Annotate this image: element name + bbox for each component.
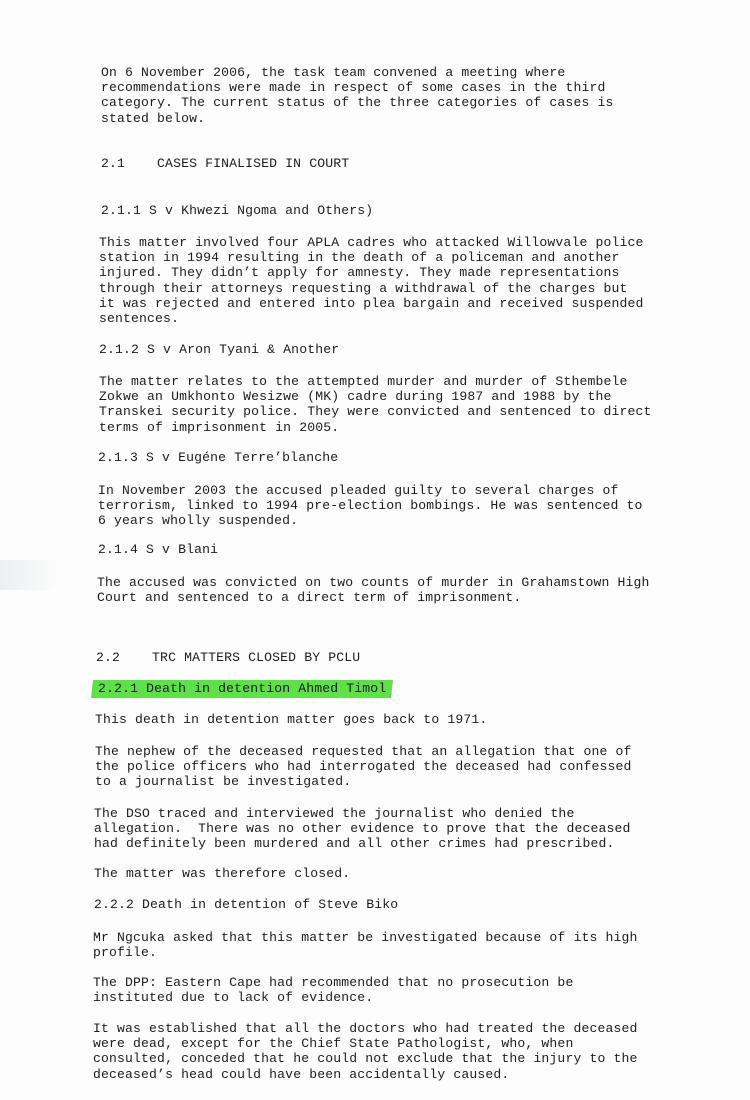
case-2-2-2-paragraph-2: The DPP: Eastern Cape had recommended that no prosecution be instituted due to lack of evidence. (93, 975, 574, 1006)
case-2-2-1-heading-block (96, 680, 392, 698)
case-2-1-2-heading: 2.1.2 S v Aron Tyani & Another (99, 342, 340, 357)
case-2-1-4-body: The accused was convicted on two counts of murder in Grahamstown High Court and sentenced to a direct term of imprisonment. (97, 575, 650, 606)
case-2-2-1-heading: 2.2.1 Death in detention Ahmed Timol (98, 681, 387, 696)
case-2-2-1-paragraph-1: This death in detention matter goes back to 1971. (95, 712, 488, 727)
intro-paragraph: On 6 November 2006, the task team convened a meeting where recommendations were made in respect of some cases in the third category. The current status of the three categories of cases is stated below. (101, 65, 614, 126)
scan-smudge (0, 560, 60, 590)
case-2-2-2-paragraph-3: It was established that all the doctors who had treated the deceased were dead, except for the Chief State Pathologist, who, when consulted, conceded that he could not exclude that the injury to the deceased’s head could have been accidentally caused. (93, 1021, 638, 1082)
case-2-2-2-heading: 2.2.2 Death in detention of Steve Biko (94, 897, 399, 912)
section-2-1-heading: 2.1 CASES FINALISED IN COURT (101, 156, 350, 171)
case-2-1-3-heading: 2.1.3 S v Eugéne Terre’blanche (98, 450, 339, 465)
case-2-1-1-heading: 2.1.1 S v Khwezi Ngoma and Others) (101, 203, 374, 218)
case-2-2-1-paragraph-2: The nephew of the deceased requested that an allegation that one of the police officers who had interrogated the deceased had confessed to a journalist be investigated. (95, 744, 632, 790)
case-2-2-1-paragraph-3: The DSO traced and interviewed the journalist who denied the allegation. There was no other evidence to prove that the deceased had definitely been murdered and all other crimes had prescribed. (94, 806, 631, 852)
case-2-2-1-paragraph-4: The matter was therefore closed. (94, 866, 351, 881)
section-2-2-heading: 2.2 TRC MATTERS CLOSED BY PCLU (96, 650, 361, 665)
case-2-1-2-body: The matter relates to the attempted murder and murder of Sthembele Zokwe an Umkhonto Wesizwe (MK) cadre during 1987 and 1988 by the Transkei security police. They were convicted and sentenced to direct terms of imprisonment in 2005. (99, 374, 652, 435)
case-2-1-1-body: This matter involved four APLA cadres who attacked Willowvale police station in 1994 resulting in the death of a policeman and another injured. They didn’t apply for amnesty. They made representations through their attorneys requesting a withdrawal of the charges but it was rejected and entered into plea bargain and received suspended sentences. (99, 235, 644, 327)
case-2-1-3-body: In November 2003 the accused pleaded guilty to several charges of terrorism, linked to 1994 pre-election bombings. He was sentenced to 6 years wholly suspended. (98, 483, 643, 529)
case-2-1-4-heading: 2.1.4 S v Blani (98, 542, 219, 557)
highlight-marker (91, 680, 393, 698)
case-2-2-2-paragraph-1: Mr Ngcuka asked that this matter be investigated because of its high profile. (93, 930, 638, 961)
